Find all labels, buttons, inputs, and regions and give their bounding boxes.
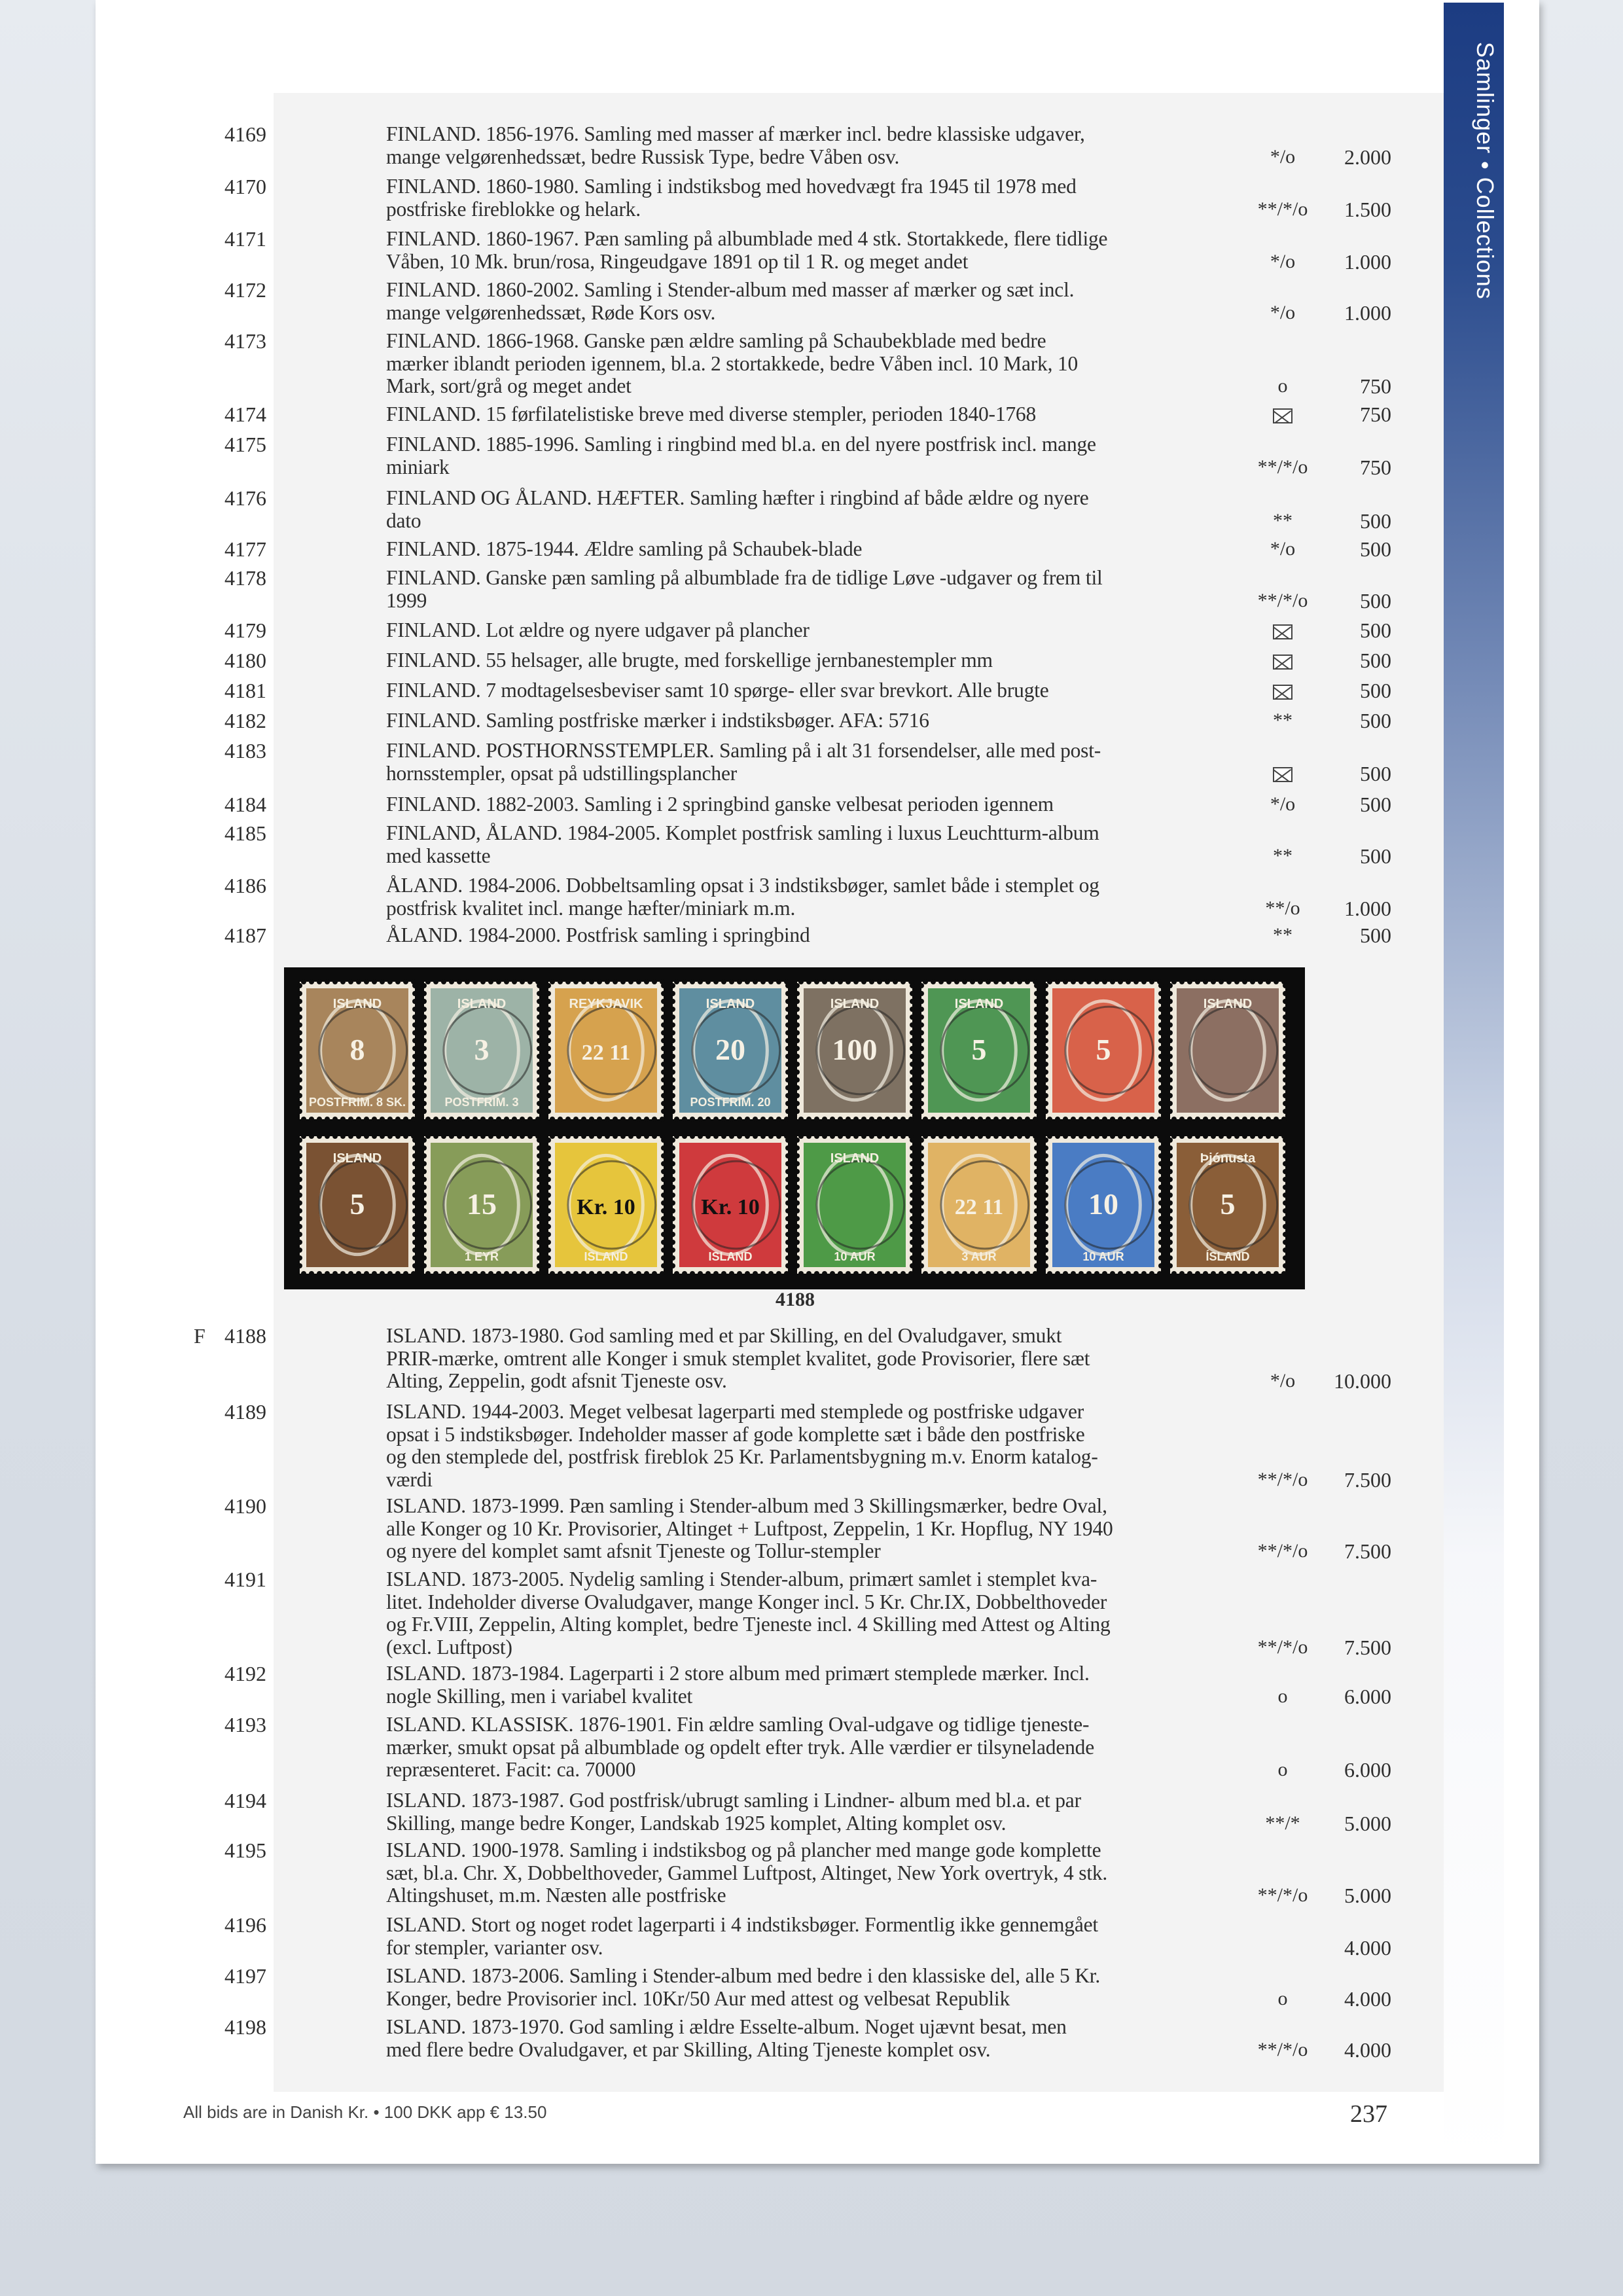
lot-description-line: ISLAND. 1873-2005. Nydelig samling i Stender-album, primært samlet i stemplet kva- (386, 1568, 1097, 1590)
lot-condition: o (1277, 1759, 1288, 1780)
lot-description-line: mange velgørenhedssæt, bedre Russisk Type, bedre Våben osv. (386, 145, 900, 168)
stamp-value: 22 11 (954, 1195, 1004, 1219)
lot-number: 4188 (224, 1324, 266, 1348)
lot-description-line: for stempler, varianter osv. (386, 1935, 603, 1959)
lot-number: 4193 (224, 1713, 266, 1736)
lot-number: 4184 (224, 793, 266, 816)
lot-description-line: 1999 (386, 588, 427, 612)
lot-description-line: litet. Indeholder diverse Ovaludgaver, mange Konger incl. 5 Kr. Chr.IX, Dobbelthoveder (386, 1590, 1107, 1613)
stamp-bottom-text: ISLAND (584, 1250, 628, 1263)
lot-condition: **/*/o (1257, 1468, 1308, 1490)
lot-condition: */o (1270, 145, 1296, 168)
lot-description-line: værdi (386, 1467, 433, 1491)
lot-number: 4170 (224, 175, 266, 198)
lot-number: 4185 (224, 821, 266, 845)
lot-condition: **/o (1265, 897, 1300, 919)
lot-description-line: dato (386, 509, 421, 532)
lot-number: 4175 (224, 433, 266, 456)
lot-condition: ** (1273, 844, 1293, 867)
lot-condition: **/*/o (1257, 198, 1308, 220)
lot-number: 4173 (224, 329, 266, 353)
lot-description-line: ÅLAND. 1984-2006. Dobbeltsamling opsat i 3 indstiksbøger, samlet både i stemplet og (386, 874, 1099, 897)
stamp-value: 20 (715, 1033, 745, 1066)
lot-number: 4195 (224, 1839, 266, 1862)
stamp-bottom-text: 10 AUR (1082, 1250, 1124, 1263)
lot-description-line: mærker, smukt opsat på albumblade og opdelt efter tryk. Alle værdier er tilsyneladende (386, 1735, 1094, 1759)
stamp-value: 5 (971, 1033, 987, 1066)
lot-condition: o (1277, 1685, 1288, 1707)
lot-condition: */o (1270, 250, 1296, 272)
lot-description (386, 1662, 1230, 1708)
lot-number: 4196 (224, 1913, 266, 1937)
lot-description-line: nogle Skilling, men i variabel kvalitet (386, 1684, 693, 1708)
lot-number: 4180 (224, 649, 266, 672)
lot-description-line: ISLAND. 1873-1999. Pæn samling i Stender-album med 3 Skillingsmærker, bedre Oval, (386, 1494, 1107, 1517)
lot-number: 4187 (224, 924, 266, 947)
lot-description-line: FINLAND. Lot ældre og nyere udgaver på plancher (386, 619, 810, 641)
lot-description-line: FINLAND. 1875-1944. Ældre samling på Schaubek-blade (386, 537, 863, 560)
lot-description (386, 1839, 1230, 1907)
lot-price: 4.000 (1344, 1935, 1391, 1960)
stamp-top-text: REYKJAVIK (569, 997, 643, 1011)
lot-description-line: sæt, bl.a. Chr. X, Dobbelthoveder, Gammel Luftpost, Altinget, New York overtryk, 4 stk. (386, 1861, 1108, 1884)
lot-number: 4181 (224, 679, 266, 702)
lot-description-line: hornsstempler, opsat på udstillingsplancher (386, 761, 738, 785)
lot-price: 750 (1360, 403, 1391, 426)
lot-condition: */o (1270, 301, 1296, 323)
lot-price: 1.000 (1344, 249, 1391, 274)
lot-price: 7.500 (1344, 1635, 1391, 1659)
stamp-value: 5 (1220, 1187, 1236, 1221)
lot-description-line: ISLAND. 1900-1978. Samling i indstiksbog og på plancher med mange gode komplette (386, 1839, 1101, 1861)
lot-price: 1.000 (1344, 300, 1391, 325)
stamp-value: 8 (349, 1033, 365, 1066)
stamp-photo-caption: 4188 (776, 1289, 815, 1310)
lot-condition: **/*/o (1257, 1540, 1308, 1562)
lot-number: 4186 (224, 874, 266, 897)
stamp-value: 100 (832, 1033, 878, 1066)
lot-price: 7.500 (1344, 1539, 1391, 1563)
stamp-value: 5 (1096, 1033, 1111, 1066)
lot-description-line: miniark (386, 455, 450, 478)
lot-number: 4192 (224, 1662, 266, 1685)
lot-description-line: Våben, 10 Mk. brun/rosa, Ringeudgave 1891 op til 1 R. og meget andet (386, 249, 969, 273)
lot-condition: o (1277, 1987, 1288, 2009)
lot-number: 4178 (224, 566, 266, 590)
lot-description-line: Altingshuset, m.m. Næsten alle postfriske (386, 1884, 726, 1907)
lot-condition: ** (1273, 709, 1293, 731)
lot-condition: o (1277, 375, 1288, 397)
stamp-top-text: Þjónusta (1200, 1151, 1256, 1166)
lot-description-line: Mark, sort/grå og meget andet (386, 374, 632, 397)
lot-price: 500 (1360, 761, 1391, 785)
lot-description-line: FINLAND. 7 modtagelsesbeviser samt 10 spørge- eller svar brevkort. Alle brugte (386, 679, 1049, 702)
lot-price: 10.000 (1334, 1369, 1391, 1393)
stamp-bottom-text: 10 AUR (834, 1250, 876, 1263)
lot-description (386, 1914, 1230, 1959)
lot-description-line: PRIR-mærke, omtrent alle Konger i smuk stemplet kvalitet, gode Provisorier, flere sæt (386, 1346, 1090, 1370)
stamp-value: 10 (1088, 1187, 1118, 1221)
lot-description-line: ÅLAND. 1984-2000. Postfrisk samling i springbind (386, 924, 810, 946)
lot-price: 500 (1360, 509, 1391, 533)
lot-description-line: postfrisk kvalitet incl. mange hæfter/miniark m.m. (386, 896, 796, 920)
lot-description-line: og den stemplede del, postfrisk fireblok 25 Kr. Parlamentsbygning m.v. Enorm katalog- (386, 1445, 1098, 1468)
lot-description (386, 1495, 1230, 1563)
lot-price: 5.000 (1344, 1811, 1391, 1835)
lot-price: 750 (1360, 455, 1391, 479)
lot-description (386, 1325, 1230, 1393)
stamp-value: 15 (467, 1187, 497, 1221)
stamp-top-text: ISLAND (1203, 997, 1253, 1011)
lot-description-line: ISLAND. Stort og noget rodet lagerparti i 4 indstiksbøger. Formentlig ikke gennemgået (386, 1913, 1098, 1936)
stamp-bottom-text: 3 AUR (961, 1250, 997, 1263)
lot-description-line: FINLAND, ÅLAND. 1984-2005. Komplet postfrisk samling i luxus Leuchtturm-album (386, 821, 1099, 844)
stamp-top-text: ISLAND (457, 997, 507, 1011)
lot-price: 500 (1360, 924, 1391, 947)
lot-price: 500 (1360, 619, 1391, 642)
lot-description (386, 1713, 1230, 1782)
lot-price: 4.000 (1344, 1986, 1391, 2011)
lot-number: 4177 (224, 537, 266, 561)
lot-number: 4182 (224, 709, 266, 732)
stamp-value: Kr. 10 (701, 1195, 760, 1219)
lot-description (386, 1789, 1230, 1835)
lot-description-line: mærker iblandt perioden igennem, bl.a. 2 stortakkede, bedre Våben incl. 10 Mark, 10 (386, 351, 1079, 375)
lot-description-line: FINLAND. Ganske pæn samling på albumblade fra de tidlige Løve -udgaver og frem til (386, 566, 1103, 589)
lot-description-line: opsat i 5 indstiksbøger. Indeholder masser af gode komplette sæt i både den postfriske (386, 1422, 1085, 1446)
lot-condition: ** (1273, 924, 1293, 946)
lot-price: 1.000 (1344, 896, 1391, 920)
lot-description-line: FINLAND. 1856-1976. Samling med masser af mærker incl. bedre klassiske udgaver, (386, 122, 1085, 145)
lot-description-line: ISLAND. 1873-1970. God samling i ældre Esselte-album. Noget ujævnt besat, men (386, 2015, 1067, 2038)
stamp-top-text: ISLAND (954, 997, 1004, 1011)
lot-description-line: ISLAND. KLASSISK. 1876-1901. Fin ældre samling Oval-udgave og tidlige tjeneste- (386, 1713, 1090, 1736)
stamp-value: Kr. 10 (577, 1195, 635, 1219)
lot-description-line: alle Konger og 10 Kr. Provisorier, Altinget + Luftpost, Zeppelin, 1 Kr. Hopflug, NY 1940 (386, 1516, 1113, 1540)
lot-price: 500 (1360, 844, 1391, 868)
lot-description (386, 1965, 1230, 2010)
stamp-bottom-text: ISLAND (708, 1250, 753, 1263)
lot-condition: **/* (1265, 1812, 1300, 1834)
lot-price: 500 (1360, 588, 1391, 613)
lot-description-line: ISLAND. 1873-1984. Lagerparti i 2 store album med primært stemplede mærker. Incl. (386, 1662, 1090, 1685)
lot-description-line: postfriske fireblokke og helark. (386, 197, 641, 221)
lot-description-line: ISLAND. 1873-1980. God samling med et par Skilling, en del Ovaludgaver, smukt (386, 1324, 1062, 1347)
stamp-top-text: ISLAND (830, 1151, 880, 1166)
lot-price: 500 (1360, 679, 1391, 702)
lot-condition: **/*/o (1257, 1884, 1308, 1906)
lot-description-line: FINLAND. 55 helsager, alle brugte, med forskellige jernbanestempler mm (386, 649, 993, 672)
stamp-value: 3 (474, 1033, 490, 1066)
lot-condition: */o (1270, 1370, 1296, 1391)
lot-price: 500 (1360, 649, 1391, 672)
lot-number: 4197 (224, 1964, 266, 1988)
lot-description-line: og nyere del komplet samt afsnit Tjeneste og Tollur-stempler (386, 1539, 881, 1562)
stamp-top-text: ISLAND (830, 997, 880, 1011)
lot-description (386, 1568, 1230, 1659)
stamp-top-text: ISLAND (332, 997, 382, 1011)
lot-description-line: med flere bedre Ovaludgaver, et par Skilling, Alting Tjeneste komplet osv. (386, 2037, 991, 2061)
footer-currency-note: All bids are in Danish Kr. • 100 DKK app € 13.50 (183, 2102, 547, 2122)
lot-description-line: mange velgørenhedssæt, Røde Kors osv. (386, 300, 716, 324)
lot-condition: */o (1270, 793, 1296, 815)
lot-price: 500 (1360, 537, 1391, 561)
lot-description-line: FINLAND. 1882-2003. Samling i 2 springbind ganske velbesat perioden igennem (386, 793, 1054, 816)
lot-description-line: FINLAND. 1885-1996. Samling i ringbind med bl.a. en del nyere postfrisk incl. mange (386, 433, 1096, 456)
stamp-bottom-text: 1 EYR (464, 1250, 499, 1263)
page-number: 237 (1350, 2100, 1387, 2128)
stamp-bottom-text: ÍSLAND (1205, 1250, 1250, 1263)
lot-description-line: ISLAND. 1873-2006. Samling i Stender-album med bedre i den klassiske del, alle 5 Kr. (386, 1964, 1100, 1987)
stamp-bottom-text: POSTFRIM. 3 (444, 1096, 519, 1109)
lot-price: 750 (1360, 374, 1391, 398)
lot-condition: **/*/o (1257, 456, 1308, 478)
lot-condition: ** (1273, 509, 1293, 531)
lot-description-line: FINLAND. 1860-1980. Samling i indstiksbog med hovedvægt fra 1945 til 1978 med (386, 175, 1077, 198)
lot-number: 4171 (224, 227, 266, 251)
lot-number: 4174 (224, 403, 266, 426)
lot-description-line: FINLAND. 1860-1967. Pæn samling på albumblade med 4 stk. Stortakkede, flere tidlige (386, 227, 1108, 250)
lot-number: 4190 (224, 1494, 266, 1518)
lot-condition: */o (1270, 538, 1296, 560)
lot-description-line: repræsenteret. Facit: ca. 70000 (386, 1758, 636, 1781)
stamp-bottom-text: POSTFRIM. 20 (690, 1096, 771, 1109)
section-side-label: Samlinger • Collections (1472, 42, 1499, 300)
lot-price: 500 (1360, 793, 1391, 816)
lot-price: 4.000 (1344, 2037, 1391, 2062)
lot-description-line: med kassette (386, 844, 491, 867)
lot-number: 4191 (224, 1568, 266, 1591)
lot-price: 500 (1360, 709, 1391, 732)
lot-description-line: Alting, Zeppelin, godt afsnit Tjeneste osv. (386, 1369, 727, 1392)
lot-description-line: ISLAND. 1873-1987. God postfrisk/ubrugt samling i Lindner- album med bl.a. et par (386, 1789, 1081, 1812)
lot-number: 4172 (224, 278, 266, 302)
lot-number: 4183 (224, 739, 266, 762)
lot-price: 6.000 (1344, 1758, 1391, 1782)
lot-price: 2.000 (1344, 145, 1391, 169)
lot-number: 4179 (224, 619, 266, 642)
lot-condition: **/*/o (1257, 589, 1308, 611)
lot-price: 1.500 (1344, 197, 1391, 221)
lot-description-line: FINLAND. 15 førfilatelistiske breve med diverse stempler, perioden 1840-1768 (386, 403, 1037, 425)
lot-description-line: FINLAND. 1860-2002. Samling i Stender-album med masser af mærker og sæt incl. (386, 278, 1075, 301)
lot-description (386, 1401, 1230, 1491)
lot-number: 4169 (224, 122, 266, 146)
lot-description-line: Konger, bedre Provisorier incl. 10Kr/50 Aur med attest og velbesat Republik (386, 1986, 1010, 2010)
lot-description-line: FINLAND OG ÅLAND. HÆFTER. Samling hæfter i ringbind af både ældre og nyere (386, 486, 1089, 509)
lot-price: 7.500 (1344, 1467, 1391, 1492)
lot-number: 4194 (224, 1789, 266, 1812)
lot-description-line: FINLAND. Samling postfriske mærker i indstiksbøger. AFA: 5716 (386, 709, 929, 732)
stamp-top-text: ISLAND (705, 997, 755, 1011)
lot-condition: **/*/o (1257, 1636, 1308, 1658)
lot-description-line: FINLAND. 1866-1968. Ganske pæn ældre samling på Schaubekblade med bedre (386, 329, 1046, 352)
lot-number: 4176 (224, 486, 266, 510)
lot-description (386, 2016, 1230, 2061)
lot-condition: **/*/o (1257, 2038, 1308, 2060)
stamp-value: 22 11 (581, 1041, 631, 1065)
stamp-bottom-text: POSTFRIM. 8 SK. (308, 1096, 406, 1109)
lot-description-line: FINLAND. POSTHORNSSTEMPLER. Samling på i alt 31 forsendelser, alle med post- (386, 739, 1101, 762)
lot-flag: F (194, 1324, 205, 1348)
lot-price: 5.000 (1344, 1884, 1391, 1907)
lot-description-line: (excl. Luftpost) (386, 1635, 512, 1659)
lot-number: 4189 (224, 1400, 266, 1424)
lot-price: 6.000 (1344, 1684, 1391, 1708)
stamp-top-text: ISLAND (332, 1151, 382, 1166)
lot-number: 4198 (224, 2015, 266, 2039)
lot-description-line: ISLAND. 1944-2003. Meget velbesat lagerparti med stemplede og postfriske udgaver (386, 1400, 1084, 1423)
lot-description-line: og Fr.VIII, Zeppelin, Alting komplet, bedre Tjeneste incl. 4 Skilling med Attest og Alting (386, 1613, 1111, 1636)
lot-description-line: Skilling, mange bedre Konger, Landskab 1925 komplet, Alting komplet osv. (386, 1811, 1007, 1835)
stamp-value: 5 (349, 1187, 365, 1221)
